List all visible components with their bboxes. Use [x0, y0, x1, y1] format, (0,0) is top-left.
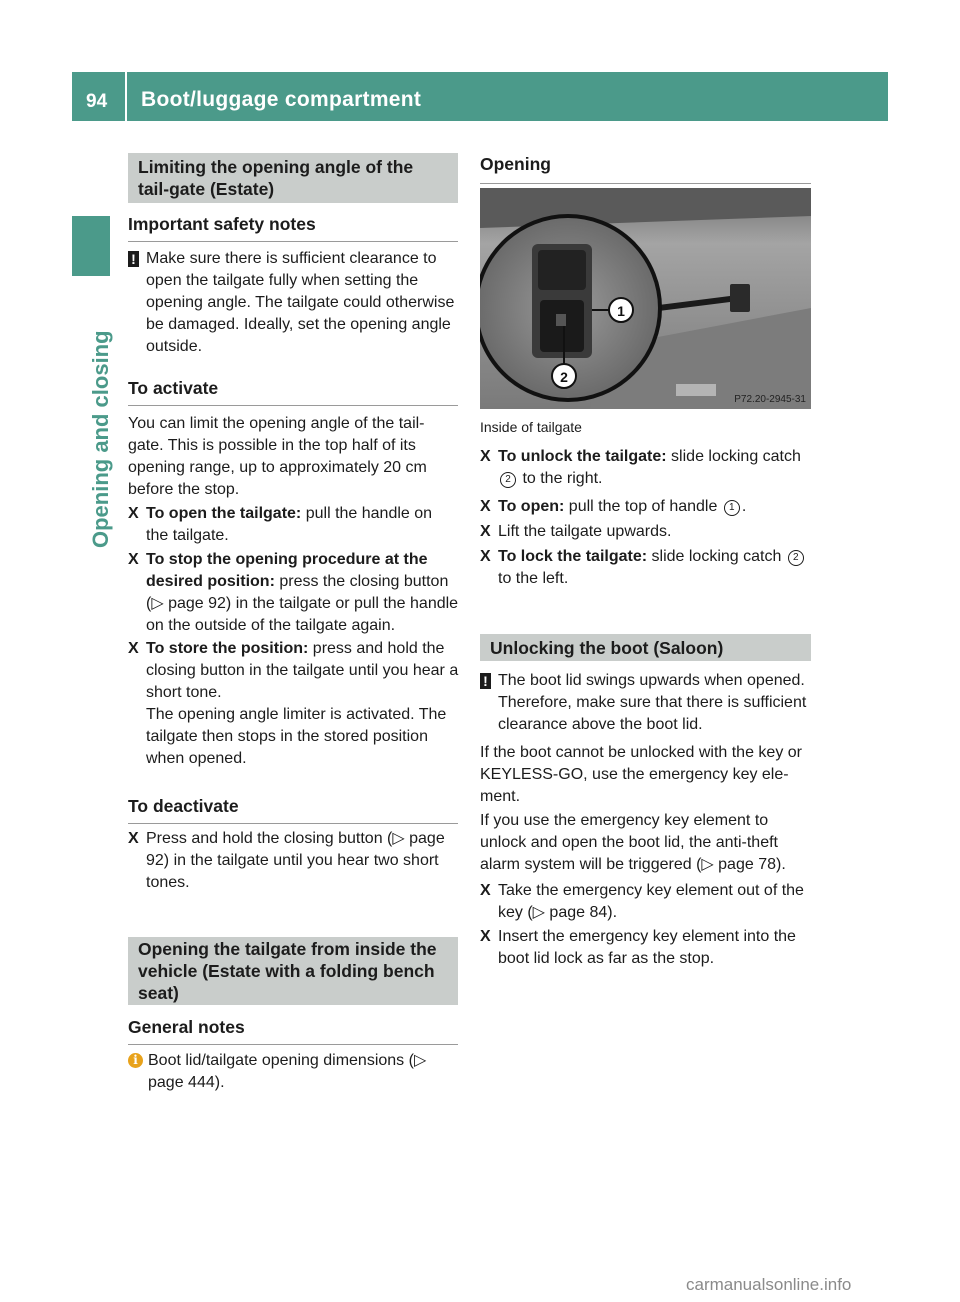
- step-lock-tailgate: [480, 546, 811, 590]
- catch-2-icon: 2: [788, 550, 804, 566]
- step-text: pull the handle on the tailgate.: [146, 505, 433, 544]
- step-text: pull the top of handle: [564, 498, 722, 515]
- step-take-key: [480, 880, 813, 924]
- step-marker-icon: X: [480, 448, 491, 465]
- handle-1-icon: 1: [724, 500, 740, 516]
- step-marker-icon: X: [480, 498, 491, 515]
- tailgate-photo: [480, 188, 811, 409]
- section-box-unlocking-boot: [480, 634, 811, 661]
- step-text: .: [741, 498, 747, 515]
- header-divider: [125, 72, 127, 121]
- step-open-tailgate: [128, 503, 458, 547]
- step-deactivate: [128, 828, 458, 894]
- section-box-opening-inside: [128, 937, 458, 1005]
- info-text: Boot lid/tailgate opening dimensions (▷ page 444).: [148, 1052, 427, 1091]
- heading-important-safety-notes: Important safety notes: [128, 214, 458, 242]
- info-icon: i: [128, 1053, 143, 1068]
- step-marker-icon: X: [128, 551, 139, 568]
- callout-1: 1: [617, 303, 625, 319]
- watermark: carmanualsonline.info: [686, 1275, 852, 1294]
- step-text: slide locking catch: [666, 448, 801, 465]
- step-marker-icon: X: [480, 928, 491, 945]
- paragraph-anti-theft: If you use the emergency key element to unlock and open the boot lid, the anti-theft alarm system will be triggered (▷ page 78).: [480, 812, 786, 873]
- warning-note: [128, 248, 460, 358]
- step-insert-key: [480, 926, 813, 970]
- step-unlock-tailgate: [480, 446, 811, 490]
- step-label: To stop the opening procedure at the desired position:: [146, 551, 428, 590]
- chapter-tab: [72, 216, 110, 276]
- step-text: Press and hold the closing button (▷ page 92) in the tailgate until you hear two short tones.: [146, 830, 445, 891]
- step-text: slide locking catch: [647, 548, 786, 565]
- step-stop-opening: [128, 549, 460, 637]
- step-lift: [480, 521, 811, 543]
- tailgate-illustration: [480, 188, 811, 409]
- step-result: The opening angle limiter is activated. The tailgate then stops in the stored position when opened.: [146, 706, 447, 767]
- step-text: press and hold the closing button in the tailgate until you hear a short tone.: [146, 640, 459, 701]
- section-title: Boot/luggage compartment: [141, 88, 422, 111]
- warning-text: Make sure there is sufficient clearance to open the tailgate fully when setting the opening angle. The tailgate could otherwise be damaged. Ideally, set the opening angle outside.: [146, 250, 455, 355]
- step-text: to the left.: [498, 570, 569, 587]
- step-text: press the closing button (▷ page 92) in the tailgate or pull the handle on the outside of the tailgate again.: [146, 573, 459, 634]
- warning-icon: !: [128, 251, 139, 267]
- heading-to-deactivate: To deactivate: [128, 796, 458, 824]
- section-box-limiting-angle: [128, 153, 458, 203]
- section-box-title: Unlocking the boot (Saloon): [490, 637, 724, 658]
- photo-code: P72.20-2945-31: [734, 394, 806, 405]
- step-text: to the right.: [518, 470, 603, 487]
- step-label: To unlock the tailgate:: [498, 448, 667, 465]
- step-marker-icon: X: [128, 830, 139, 847]
- section-box-title: Opening the tailgate from inside the vehicle (Estate with a folding bench seat): [138, 939, 437, 1003]
- heading-general-notes: General notes: [128, 1017, 458, 1045]
- chapter-label: Opening and closing: [88, 330, 113, 548]
- warning-text: The boot lid swings upwards when opened. Therefore, make sure that there is sufficient clearance above the boot lid.: [498, 672, 807, 733]
- warning-boot: [480, 670, 813, 736]
- step-open: [480, 496, 811, 518]
- step-text: Lift the tailgate upwards.: [498, 523, 672, 540]
- callout-2: 2: [560, 369, 568, 385]
- info-note: [128, 1050, 448, 1094]
- warning-icon: !: [480, 673, 491, 689]
- step-marker-icon: X: [480, 882, 491, 899]
- step-text: Take the emergency key element out of the key (▷ page 84).: [498, 882, 804, 921]
- step-label: To open:: [498, 498, 565, 515]
- step-label: To lock the tailgate:: [498, 548, 648, 565]
- section-box-title: Limiting the opening angle of the tail-gate (Estate): [138, 157, 414, 199]
- step-marker-icon: X: [480, 548, 491, 565]
- paragraph-emergency-key: If the boot cannot be unlocked with the key or KEYLESS-GO, use the emergency key ele-ment.: [480, 744, 802, 805]
- catch-2-icon: 2: [500, 472, 516, 488]
- page-number: 94: [86, 91, 108, 112]
- step-marker-icon: X: [128, 640, 139, 657]
- step-store-position: [128, 638, 460, 770]
- step-label: To open the tailgate:: [146, 505, 302, 522]
- step-marker-icon: X: [480, 523, 491, 540]
- activate-paragraph: You can limit the opening angle of the tail-gate. This is possible in the top half of its opening range, up to approximately 20 cm before the stop.: [128, 415, 427, 498]
- step-text: Insert the emergency key element into the boot lid lock as far as the stop.: [498, 928, 796, 967]
- heading-to-activate: To activate: [128, 378, 458, 406]
- heading-opening: Opening: [480, 154, 811, 184]
- step-marker-icon: X: [128, 505, 139, 522]
- step-label: To store the position:: [146, 640, 309, 657]
- photo-caption: Inside of tailgate: [480, 419, 582, 435]
